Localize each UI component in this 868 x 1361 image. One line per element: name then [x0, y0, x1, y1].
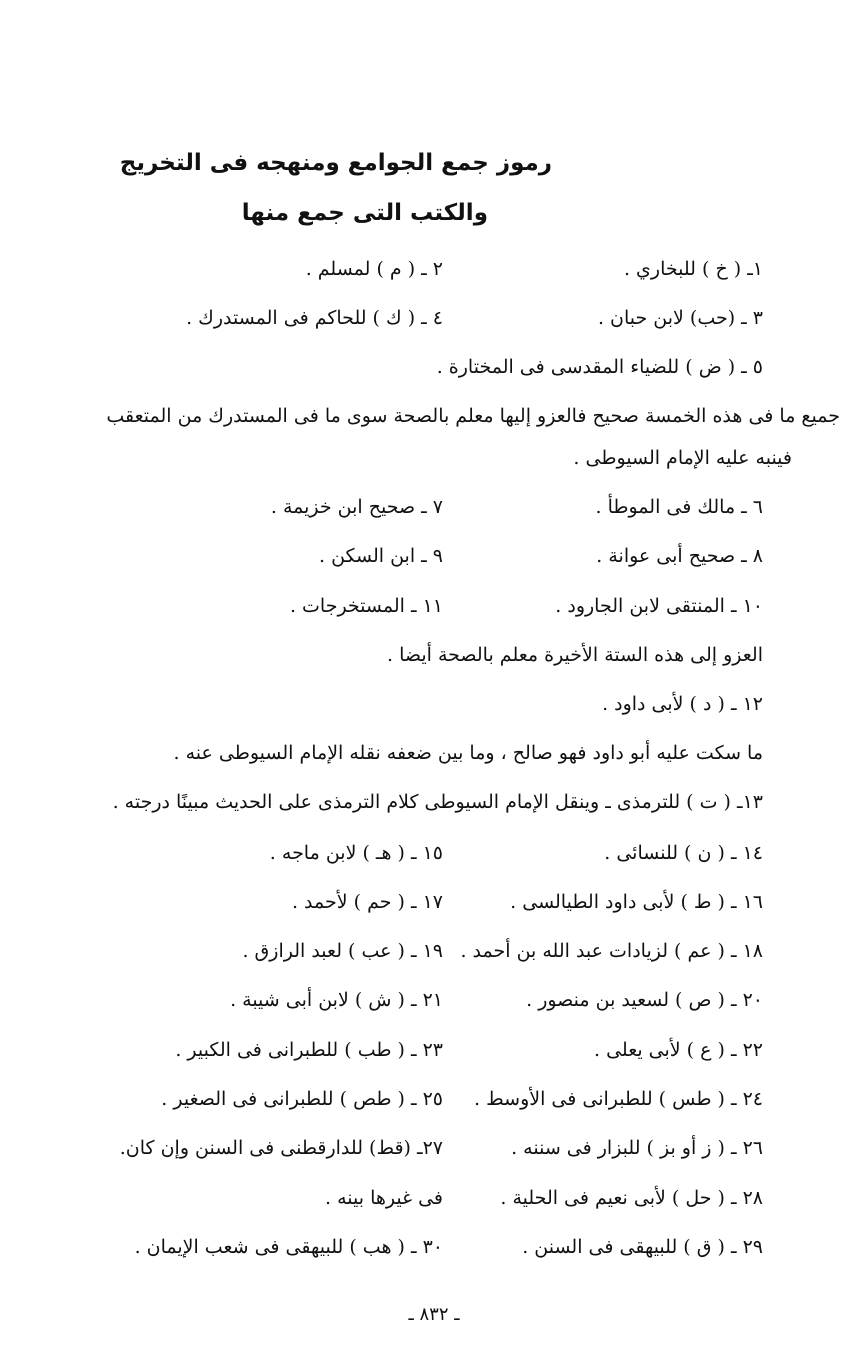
list-item: ٩ ـ ابن السكن .: [319, 545, 443, 567]
note-abu-dawud: ما سكت عليه أبو داود فهو صالح ، وما بين ضعفه نقله الإمام السيوطى عنه .: [173, 742, 763, 764]
list-item: ١٩ ـ ( عب ) لعبد الرازق .: [242, 940, 443, 962]
list-item: ٢٥ ـ ( طص ) للطبرانى فى الصغير .: [161, 1088, 443, 1110]
list-item: ٢٢ ـ ( ع ) لأبى يعلى .: [593, 1039, 763, 1061]
list-item: ١٨ ـ ( عم ) لزيادات عبد الله بن أحمد .: [460, 940, 763, 962]
list-item: ١٢ ـ ( د ) لأبى داود .: [602, 693, 763, 715]
page-title: رموز جمع الجوامع ومنهجه فى التخريج: [119, 150, 552, 176]
page-subtitle: والكتب التى جمع منها: [241, 200, 488, 226]
list-item: ٢٧ـ (قط) للدارقطنى فى السنن وإن كان.: [119, 1137, 443, 1159]
list-item: ١٦ ـ ( ط ) لأبى داود الطيالسى .: [510, 891, 763, 913]
list-item: ٢٠ ـ ( ص ) لسعيد بن منصور .: [526, 989, 763, 1011]
note-sahih-line1: جميع ما فى هذه الخمسة صحيح فالعزو إليها معلم بالصحة سوى ما فى المستدرك من المتعقب: [106, 405, 840, 427]
list-item: ٣٠ ـ ( هب ) للبيهقى فى شعب الإيمان .: [134, 1236, 443, 1258]
list-item: ٢ ـ ( م ) لمسلم .: [305, 258, 443, 280]
note-six-sahih: العزو إلى هذه الستة الأخيرة معلم بالصحة أيضا .: [387, 644, 763, 666]
list-item: ٢٤ ـ ( طس ) للطبرانى فى الأوسط .: [474, 1088, 763, 1110]
list-item: ١٥ ـ ( هـ ) لابن ماجه .: [269, 842, 443, 864]
list-item: ١١ ـ المستخرجات .: [289, 595, 443, 617]
list-item: ٤ ـ ( ك ) للحاكم فى المستدرك .: [186, 307, 443, 329]
list-item: ٥ ـ ( ض ) للضياء المقدسى فى المختارة .: [436, 356, 763, 378]
list-item: ١٤ ـ ( ن ) للنسائى .: [604, 842, 763, 864]
list-item: ١٧ ـ ( حم ) لأحمد .: [291, 891, 443, 913]
page-number: ـ ٨٣٢ ـ: [408, 1304, 460, 1325]
list-item: ٢٨ ـ ( حل ) لأبى نعيم فى الحلية .: [500, 1187, 763, 1209]
list-item: ٧ ـ صحيح ابن خزيمة .: [270, 496, 443, 518]
list-item: ٢٩ ـ ( ق ) للبيهقى فى السنن .: [522, 1236, 763, 1258]
list-item: ٨ ـ صحيح أبى عوانة .: [596, 545, 763, 567]
list-item: ٢٣ ـ ( طب ) للطبرانى فى الكبير .: [175, 1039, 443, 1061]
list-item: ١ـ ( خ ) للبخاري .: [623, 258, 763, 280]
list-item: ٣ ـ (حب) لابن حبان .: [597, 307, 763, 329]
note-sahih-line2: فينبه عليه الإمام السيوطى .: [573, 447, 792, 469]
list-item: ٢٦ ـ ( ز أو بز ) للبزار فى سننه .: [511, 1137, 763, 1159]
list-item: ٦ ـ مالك فى الموطأ .: [595, 496, 763, 518]
list-item: ١٠ ـ المنتقى لابن الجارود .: [555, 595, 763, 617]
list-item: ١٣ـ ( ت ) للترمذى ـ وينقل الإمام السيوطى كلام الترمذى على الحديث مبينًا درجته .: [112, 791, 763, 813]
list-item: ٢١ ـ ( ش ) لابن أبى شيبة .: [230, 989, 443, 1011]
list-item-continuation: فى غيرها بينه .: [325, 1187, 443, 1209]
